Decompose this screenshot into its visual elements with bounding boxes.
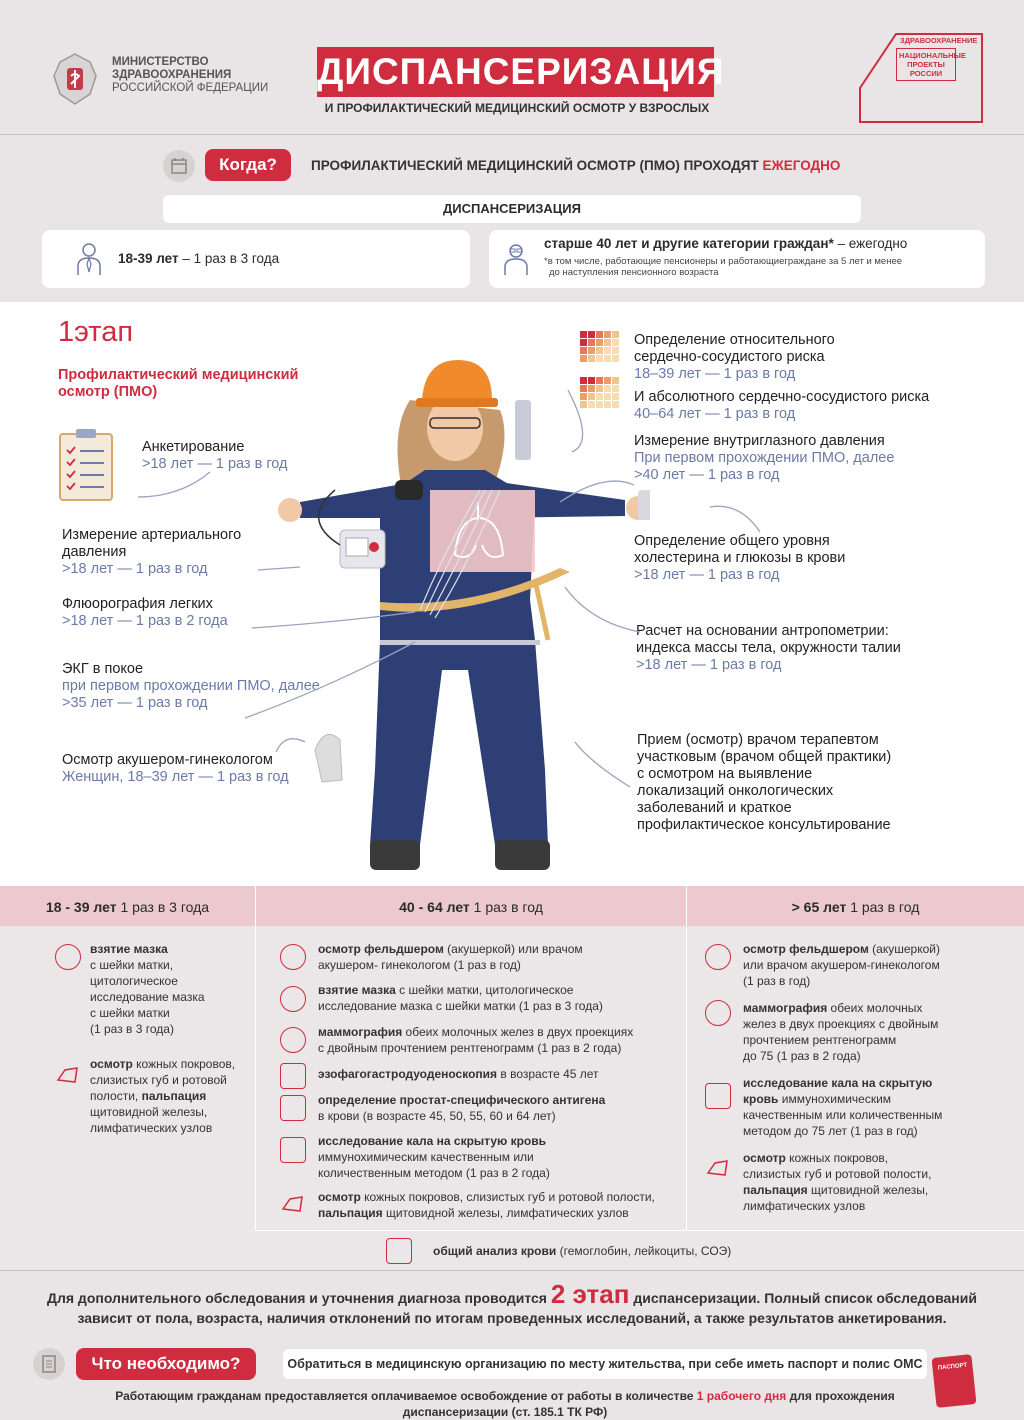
np-label	[896, 48, 966, 81]
mammography-icon	[705, 1000, 731, 1026]
col3-item-stool	[743, 1075, 942, 1139]
item-bold: исследование кала на скрытую	[743, 1076, 933, 1090]
col2-age: 40 - 64 лет	[399, 899, 470, 915]
national-projects-logo	[856, 28, 984, 124]
passport-icon: ПАСПОРТ	[931, 1354, 976, 1408]
ministry-line-1: МИНИСТЕРСТВО	[112, 56, 209, 68]
item-line: методом до 75 лет (1 раз в год)	[743, 1124, 918, 1138]
col2-item-mammography	[318, 1024, 633, 1056]
item-line: с шейки матки	[90, 1006, 170, 1020]
label-title: Анкетирование	[142, 439, 245, 455]
item-line: в крови (в возрасте 45, 50, 55, 60 и 64 лет)	[318, 1109, 556, 1123]
exam-chair-icon	[705, 944, 731, 970]
item-bold: пальпация	[141, 1089, 207, 1103]
pmo-line-2: осмотр (ПМО)	[58, 384, 158, 400]
label-title: Измерение внутриглазного давления	[634, 433, 885, 449]
connector-arrows	[0, 302, 1024, 886]
footer-part-3: диспансеризации (ст. 185.1 ТК РФ)	[402, 1405, 608, 1419]
label-detail: >18 лет — 1 раз в 2 года	[62, 613, 228, 629]
document-icon	[33, 1348, 65, 1380]
label-line-2: участковым (врачом общей практики)	[637, 749, 892, 765]
np-line-3: РОССИИ	[909, 69, 943, 78]
label-detail: >18 лет — 1 раз в год	[62, 561, 208, 577]
label-detail: 40–64 лет — 1 раз в год	[634, 406, 796, 422]
item-bold: определение простат-специфического антигена	[318, 1093, 606, 1107]
item-line: слизистых губ и ротовой полости,	[743, 1167, 932, 1181]
blood-test-item	[433, 1243, 731, 1259]
footer-part-1: Работающим гражданам предоставляется оплачиваемое освобождение от работы в количестве	[115, 1389, 697, 1403]
label-title-2: давления	[62, 544, 127, 560]
card2-note-2: до наступления пенсионного возраста	[549, 267, 719, 278]
item-line: качественным или количественным	[743, 1108, 943, 1122]
item-bold: осмотр	[90, 1057, 133, 1071]
col2-item-egd	[318, 1066, 599, 1082]
label-line-3: с осмотром на выявление	[637, 766, 813, 782]
hand-exam-icon	[55, 1062, 81, 1088]
col-header-65-plus	[687, 886, 1024, 926]
when-main: ПРОФИЛАКТИЧЕСКИЙ МЕДИЦИНСКИЙ ОСМОТР (ПМО) ПРОХОДЯТ	[311, 158, 759, 173]
item-line: с шейки матки, цитологическое	[395, 983, 574, 997]
col3-age: > 65 лет	[791, 899, 847, 915]
col3-item-skin	[743, 1150, 931, 1214]
item-line: иммунохимическим качественным или	[318, 1150, 534, 1164]
col3-item-mammography	[743, 1000, 938, 1064]
elderly-person-icon	[503, 242, 529, 276]
label-line-4: локализаций онкологических	[637, 783, 834, 799]
blood-row-divider	[256, 1230, 1024, 1231]
test-tubes-icon	[280, 1095, 306, 1121]
item-line: кожных покровов, слизистых губ и ротовой полости,	[360, 1190, 655, 1204]
item-bold: взятие мазка	[318, 983, 396, 997]
age-card-18-39	[42, 230, 470, 288]
col2-item-feldsher	[318, 941, 583, 973]
stage2-text	[30, 1279, 994, 1328]
page-title: ДИСПАНСЕРИЗАЦИЯ	[317, 47, 714, 97]
item-line: кожных покровов,	[785, 1151, 889, 1165]
table-divider-2	[686, 886, 687, 1230]
label-title-2: холестерина и глюкозы в крови	[634, 550, 846, 566]
stool-test-icon	[280, 1137, 306, 1163]
hand-exam-icon	[705, 1155, 731, 1181]
item-bold: общий анализ крови	[433, 1244, 557, 1258]
person-icon	[76, 242, 102, 276]
item-line: исследование мазка с шейки матки (1 раз в 3 года)	[318, 999, 603, 1013]
item-bold: осмотр фельдшером	[743, 942, 869, 956]
label-detail-2: >40 лет — 1 раз в год	[634, 467, 780, 483]
footer-note	[80, 1388, 930, 1420]
card2-age: старше 40 лет и другие категории граждан*	[544, 236, 834, 251]
when-accent: ЕЖЕГОДНО	[762, 158, 841, 173]
item-line: (акушеркой)	[868, 942, 940, 956]
col2-item-skin	[318, 1189, 655, 1221]
col1-freq: 1 раз в 3 года	[116, 899, 210, 915]
page-subtitle: И ПРОФИЛАКТИЧЕСКИЙ МЕДИЦИНСКИЙ ОСМОТР У ВЗРОСЛЫХ	[324, 101, 710, 115]
item-line: с двойным прочтением рентгенограмм (1 раз в 2 года)	[318, 1041, 622, 1055]
label-title: Определение относительного	[634, 332, 835, 348]
card1-frequency: – 1 раз в 3 года	[178, 251, 280, 266]
item-line: прочтением рентгенограмм	[743, 1033, 897, 1047]
pmo-line-1: Профилактический медицинский	[58, 367, 299, 383]
dispanserization-label: ДИСПАНСЕРИЗАЦИЯ	[163, 195, 861, 223]
label-detail: >18 лет — 1 раз в год	[142, 456, 288, 472]
item-bold: маммография	[318, 1025, 403, 1039]
table-divider-1	[255, 886, 256, 1230]
col1-item-smear	[90, 941, 205, 1037]
col2-item-smear	[318, 982, 603, 1014]
col3-item-feldsher	[743, 941, 940, 989]
item-line: или врачом акушером-гинекологом	[743, 958, 940, 972]
col1-age: 18 - 39 лет	[45, 899, 117, 915]
label-title: Определение общего уровня	[634, 533, 830, 549]
card2-frequency: – ежегодно	[833, 236, 908, 251]
label-detail: >18 лет — 1 раз в год	[634, 567, 780, 583]
stool-test-icon	[705, 1083, 731, 1109]
label-title-2: индекса массы тела, окружности талии	[636, 640, 901, 656]
label-detail: 18–39 лет — 1 раз в год	[634, 366, 796, 382]
stage2-part-2: диспансеризации. Полный список обследований	[629, 1290, 977, 1306]
when-button: Когда?	[205, 149, 291, 181]
label-line-1: Прием (осмотр) врачом терапевтом	[637, 732, 879, 748]
col3-freq: 1 раз в год	[846, 899, 920, 915]
item-line: щитовидной железы, лимфатических узлов	[382, 1206, 629, 1220]
item-line: щитовидной железы,	[807, 1183, 929, 1197]
col2-item-stool	[318, 1133, 550, 1181]
item-line: цитологическое	[90, 974, 178, 988]
what-needed-button: Что необходимо?	[76, 1348, 256, 1380]
item-line: лимфатических узлов	[90, 1121, 213, 1135]
item-bold: кровь	[743, 1092, 779, 1106]
item-line: до 75 (1 раз в 2 года)	[743, 1049, 861, 1063]
item-bold: пальпация	[318, 1206, 383, 1220]
age-card-40-plus	[489, 230, 985, 288]
item-line: щитовидной железы,	[90, 1105, 208, 1119]
item-bold: осмотр	[743, 1151, 786, 1165]
table-bottom-divider	[0, 1270, 1024, 1271]
item-line: слизистых губ и ротовой	[90, 1073, 227, 1087]
item-bold: маммография	[743, 1001, 828, 1015]
item-line: полости,	[90, 1089, 142, 1103]
stage1-title: 1этап	[58, 316, 134, 348]
blood-test-icon	[386, 1238, 412, 1264]
stage2-part-1: Для дополнительного обследования и уточнения диагноза проводится	[47, 1290, 551, 1306]
label-title: Расчет на основании антропометрии:	[636, 623, 889, 639]
item-line: обеих молочных желез в двух проекциях	[402, 1025, 634, 1039]
np-line-2: ПРОЕКТЫ	[907, 60, 945, 69]
label-detail: >18 лет — 1 раз в год	[636, 657, 782, 673]
mammography-icon	[280, 1027, 306, 1053]
item-line: желез в двух проекциях с двойным	[743, 1017, 939, 1031]
col-header-18-39	[0, 886, 255, 926]
col-header-40-64	[256, 886, 686, 926]
item-bold: осмотр	[318, 1190, 361, 1204]
card1-age: 18-39 лет	[118, 251, 179, 266]
item-line: (1 раз в год)	[743, 974, 811, 988]
item-line: кожных покровов,	[136, 1057, 236, 1071]
header-divider	[0, 134, 1024, 135]
label-line-5: заболеваний и краткое	[637, 800, 792, 816]
item-line: (гемоглобин, лейкоциты, СОЭ)	[556, 1244, 732, 1258]
ministry-line-2: ЗДРАВООХРАНЕНИЯ	[112, 69, 232, 81]
item-bold: взятие мазка	[90, 942, 168, 956]
item-bold: осмотр фельдшером	[318, 942, 444, 956]
ministry-name	[112, 56, 268, 95]
stage2-big: 2 этап	[550, 1279, 630, 1309]
label-title: Измерение артериального	[62, 527, 242, 543]
when-text	[311, 158, 840, 173]
label-detail: Женщин, 18–39 лет — 1 раз в год	[62, 769, 289, 785]
smear-icon	[280, 986, 306, 1012]
label-title: И абсолютного сердечно-сосудистого риска	[634, 389, 930, 405]
np-line-1: НАЦИОНАЛЬНЫЕ	[899, 51, 966, 60]
label-detail-2: >35 лет — 1 раз в год	[62, 695, 208, 711]
item-line: (акушеркой) или врачом	[443, 942, 583, 956]
footer-accent: 1 рабочего дня	[696, 1389, 787, 1403]
col2-freq: 1 раз в год	[469, 899, 543, 915]
label-title: Осмотр акушером-гинекологом	[62, 752, 273, 768]
label-detail: При первом прохождении ПМО, далее	[634, 450, 895, 466]
label-detail: при первом прохождении ПМО, далее	[62, 678, 320, 694]
smear-icon	[55, 944, 81, 970]
item-line: акушером- гинекологом (1 раз в год)	[318, 958, 521, 972]
item-line: иммунохимическим	[778, 1092, 892, 1106]
calendar-icon	[163, 150, 195, 182]
item-line: (1 раз в 3 года)	[90, 1022, 174, 1036]
item-line: количественным методом (1 раз в 2 года)	[318, 1166, 550, 1180]
hand-exam-icon	[280, 1191, 306, 1217]
label-title: Флюорография легких	[62, 596, 213, 612]
stage2-part-3: зависит от пола, возраста, наличия отклонений по итогам проведенных исследований, а также результатов анкетирования.	[77, 1310, 947, 1326]
card2-note-1: *в том числе, работающие пенсионеры и работающиеграждане за 5 лет и менее	[544, 256, 903, 267]
np-top-label: ЗДРАВООХРАНЕНИЕ	[900, 36, 978, 45]
col2-item-psa	[318, 1092, 605, 1124]
ministry-line-3: РОССИЙСКОЙ ФЕДЕРАЦИИ	[112, 82, 269, 94]
item-line: в возрасте 45 лет	[497, 1067, 599, 1081]
endoscopy-icon	[280, 1063, 306, 1089]
item-line: обеих молочных	[827, 1001, 923, 1015]
item-bold: пальпация	[743, 1183, 808, 1197]
item-line: исследование мазка	[90, 990, 205, 1004]
footer-part-2: для прохождения	[786, 1389, 895, 1403]
item-bold: эзофагогастродуоденоскопия	[318, 1067, 498, 1081]
item-line: с шейки матки,	[90, 958, 174, 972]
ministry-emblem-icon	[46, 50, 104, 108]
label-title: ЭКГ в покое	[62, 661, 144, 677]
col1-item-skin	[90, 1056, 235, 1136]
exam-chair-icon	[280, 944, 306, 970]
item-line: лимфатических узлов	[743, 1199, 866, 1213]
item-bold: исследование кала на скрытую кровь	[318, 1134, 547, 1148]
label-title-2: сердечно-сосудистого риска	[634, 349, 825, 365]
what-needed-text: Обратиться в медицинскую организацию по месту жительства, при себе иметь паспорт и полис ОМС	[283, 1349, 927, 1379]
label-line-6: профилактическое консультирование	[637, 817, 891, 833]
header	[0, 0, 1024, 135]
